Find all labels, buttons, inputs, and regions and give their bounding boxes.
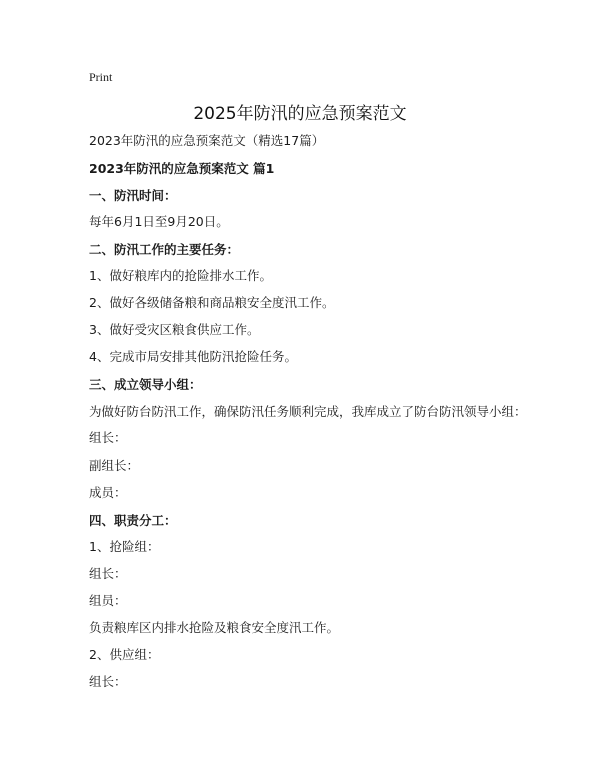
print-label: Print — [89, 70, 113, 84]
duty-rescue-team: 1、抢险组： — [89, 539, 160, 554]
document-subtitle: 2023年防汛的应急预案范文（精选17篇） — [89, 133, 325, 148]
duty-supply-team: 2、供应组： — [89, 647, 160, 662]
task-item-4: 4、完成市局安排其他防汛抢险任务。 — [89, 349, 297, 364]
paragraph-flood-period: 每年6月1日至9月20日。 — [89, 214, 229, 229]
group-leader-line: 组长： — [89, 430, 127, 445]
document-title: 2025年防汛的应急预案范文 — [193, 104, 407, 124]
task-item-2: 2、做好各级储备粮和商品粮安全度汛工作。 — [89, 295, 335, 310]
duty-rescue-description: 负责粮库区内排水抢险及粮食安全度汛工作。 — [89, 620, 340, 635]
heading-leadership-group: 三、成立领导小组： — [89, 377, 202, 392]
duty-rescue-members: 组员： — [89, 593, 127, 608]
members-line: 成员： — [89, 485, 127, 500]
heading-flood-period: 一、防汛时间： — [89, 188, 177, 203]
task-item-3: 3、做好受灾区粮食供应工作。 — [89, 322, 260, 337]
paragraph-leadership-group: 为做好防台防汛工作，确保防汛任务顺利完成，我库成立了防台防汛领导小组： — [89, 404, 527, 419]
duty-rescue-leader: 组长： — [89, 566, 127, 581]
section-heading: 2023年防汛的应急预案范文 篇1 — [89, 161, 275, 176]
task-item-1: 1、做好粮库内的抢险排水工作。 — [89, 268, 272, 283]
heading-main-tasks: 二、防汛工作的主要任务： — [89, 242, 240, 257]
heading-duties: 四、职责分工： — [89, 513, 177, 528]
duty-supply-leader: 组长： — [89, 674, 127, 689]
vice-leader-line: 副组长： — [89, 458, 140, 473]
